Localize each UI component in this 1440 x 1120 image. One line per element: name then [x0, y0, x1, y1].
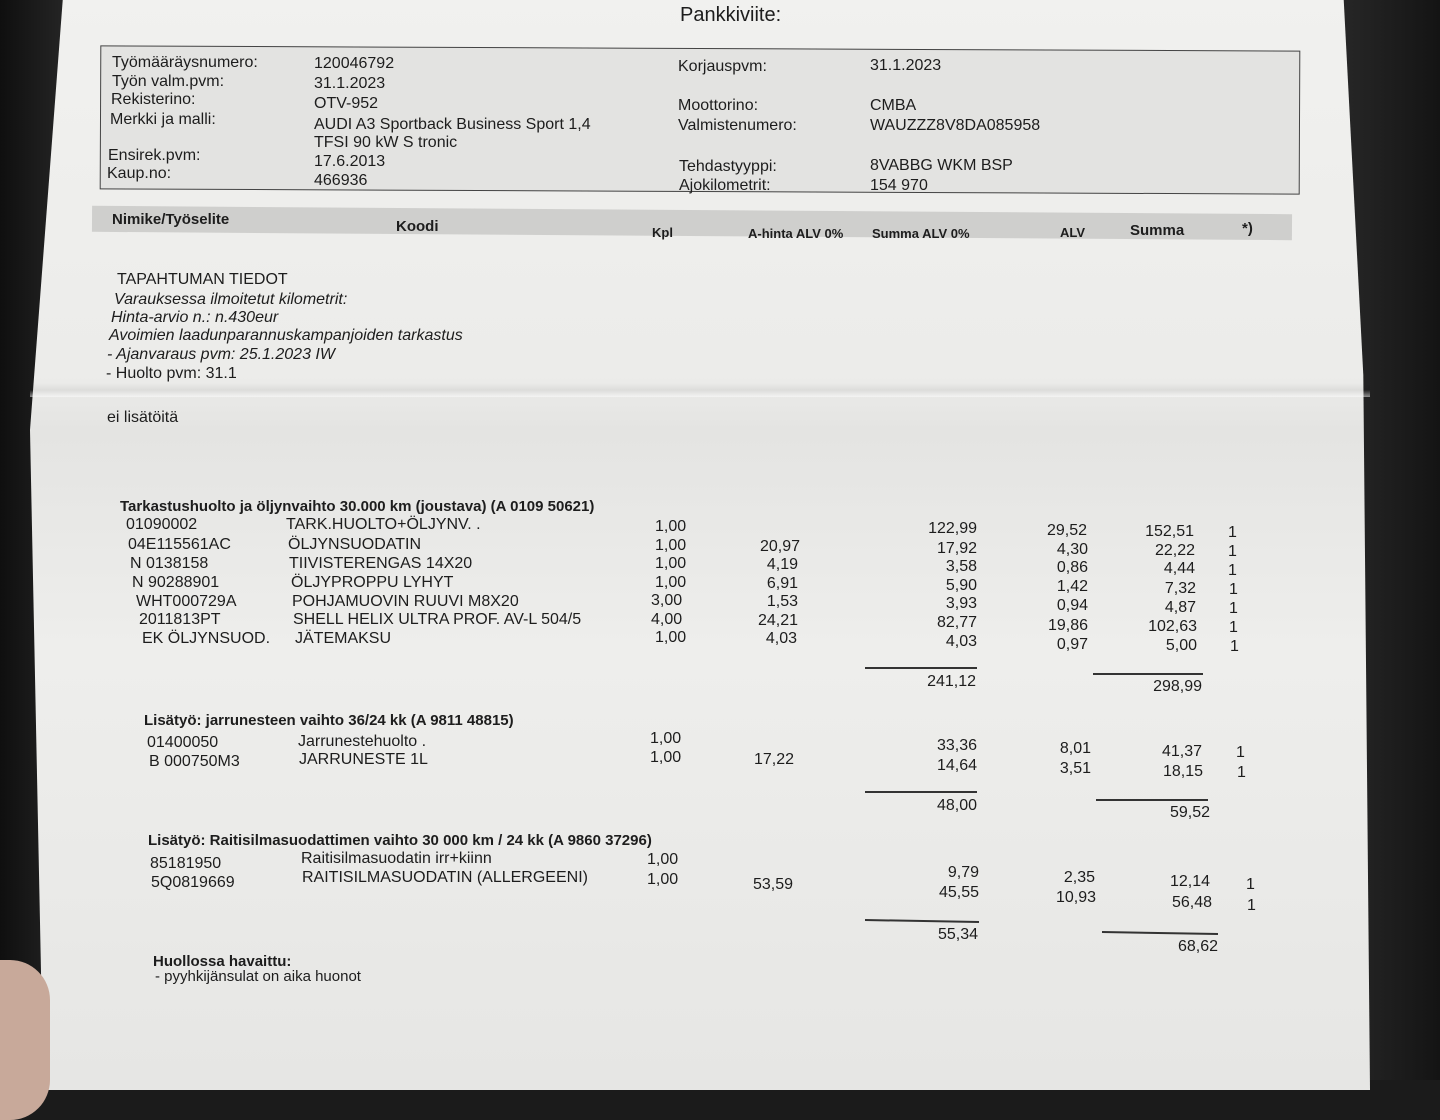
row-kpl: 1,00 — [655, 555, 687, 572]
row-kpl: 1,00 — [647, 871, 679, 888]
section-title-3: Lisätyö: Raitisilmasuodattimen vaihto 30 000 km / 24 kk (A 9860 37296) — [148, 832, 652, 849]
row-ahinta: 20,97 — [759, 538, 800, 555]
label-tehdastyyppi: Tehdastyyppi: — [679, 158, 777, 175]
notes-line1: TAPAHTUMAN TIEDOT — [117, 271, 288, 288]
notes-line2: Varauksessa ilmoitetut kilometrit: — [114, 291, 348, 308]
row-ahinta: 4,19 — [766, 556, 798, 573]
row-kpl: 1,00 — [655, 537, 687, 554]
row-summa0: 122,99 — [928, 520, 977, 537]
row-alv: 0,97 — [1056, 636, 1088, 653]
row-alv: 0,94 — [1056, 597, 1088, 614]
row-alv: 0,86 — [1056, 559, 1088, 576]
row-summa0: 3,58 — [945, 558, 977, 575]
row-code: 01400050 — [147, 734, 219, 751]
row-summa0: 82,77 — [936, 614, 977, 631]
row-desc: TIIVISTERENGAS 14X20 — [289, 555, 473, 572]
row-summa: 7,32 — [1164, 580, 1196, 597]
value-kaup-no: 466936 — [314, 172, 368, 189]
row-summa0: 3,93 — [945, 595, 977, 612]
total-rule — [1093, 673, 1203, 675]
row-summa0: 33,36 — [936, 737, 977, 754]
row-kpl: 1,00 — [650, 730, 682, 747]
total-rule — [1096, 799, 1208, 801]
section-total-alv0-2: 48,00 — [936, 797, 977, 814]
header-nimike: Nimike/Työselite — [112, 211, 230, 228]
notes-line5: - Ajanvaraus pvm: 25.1.2023 IW — [107, 346, 335, 363]
row-desc: POHJAMUOVIN RUUVI M8X20 — [292, 593, 519, 610]
label-merkki-ja-malli: Merkki ja malli: — [110, 111, 216, 128]
header-koodi: Koodi — [396, 218, 439, 235]
section-title-1: Tarkastushuolto ja öljynvaihto 30.000 km (joustava) (A 0109 50621) — [120, 498, 595, 515]
row-kpl: 1,00 — [655, 629, 687, 646]
notes-extra: ei lisätöitä — [107, 409, 179, 426]
document-title: Pankkiviite: — [680, 4, 782, 26]
observed-line1: - pyyhkijänsulat on aika huonot — [155, 968, 361, 985]
row-alv: 4,30 — [1056, 541, 1088, 558]
row-summa: 152,51 — [1145, 523, 1194, 540]
notes-line6: - Huolto pvm: 31.1 — [106, 365, 237, 382]
header-summa: Summa — [1130, 222, 1185, 239]
row-code: N 90288901 — [132, 574, 220, 591]
row-kpl: 3,00 — [651, 592, 683, 609]
row-desc: JARRUNESTE 1L — [299, 751, 428, 768]
row-desc: SHELL HELIX ULTRA PROF. AV-L 504/5 — [293, 611, 582, 628]
row-summa0: 9,79 — [947, 864, 979, 881]
value-tyon-valm-pvm: 31.1.2023 — [314, 75, 386, 92]
section-total-1: 298,99 — [1153, 678, 1202, 695]
value-korjauspvm: 31.1.2023 — [870, 57, 942, 74]
subtotal-rule — [865, 791, 977, 793]
label-ensirek-pvm: Ensirek.pvm: — [108, 147, 201, 164]
row-kpl: 1,00 — [655, 574, 687, 591]
value-moottorino: CMBA — [870, 97, 917, 114]
row-summa: 4,44 — [1163, 560, 1195, 577]
row-code: 85181950 — [150, 855, 222, 872]
row-summa: 102,63 — [1148, 618, 1197, 635]
row-flag: 1 — [1247, 897, 1256, 914]
row-desc: JÄTEMAKSU — [295, 630, 392, 647]
row-desc: ÖLJYPROPPU LYHYT — [291, 574, 454, 591]
row-alv: 2,35 — [1063, 869, 1095, 886]
value-ensirek-pvm: 17.6.2013 — [314, 153, 386, 170]
label-rekisterino: Rekisterino: — [111, 91, 196, 108]
row-ahinta: 24,21 — [757, 612, 798, 629]
row-kpl: 1,00 — [650, 749, 682, 766]
value-rekisterino: OTV-952 — [314, 95, 379, 112]
value-valmistenumero: WAUZZZ8V8DA085958 — [870, 117, 1041, 134]
row-code: 2011813PT — [139, 611, 221, 628]
row-flag: 1 — [1228, 524, 1237, 541]
label-moottorino: Moottorino: — [678, 97, 759, 114]
header-note: *) — [1242, 220, 1253, 237]
subtotal-rule — [865, 667, 977, 669]
observed-title: Huollossa havaittu: — [153, 953, 292, 970]
header-kpl: Kpl — [652, 225, 673, 240]
section-total-2: 59,52 — [1169, 804, 1210, 821]
header-a-hinta: A-hinta ALV 0% — [748, 226, 844, 241]
row-summa: 22,22 — [1154, 542, 1195, 559]
row-ahinta: 53,59 — [752, 876, 793, 893]
row-summa0: 4,03 — [945, 633, 977, 650]
row-code: EK ÖLJYNSUOD. — [142, 630, 271, 647]
row-flag: 1 — [1236, 744, 1245, 761]
value-merkki-ja-malli-1: AUDI A3 Sportback Business Sport 1,4 — [314, 116, 591, 133]
label-tyon-valm-pvm: Työn valm.pvm: — [112, 73, 225, 90]
header-alv: ALV — [1060, 225, 1086, 240]
thumb — [0, 960, 50, 1120]
section-total-alv0-1: 241,12 — [927, 673, 976, 690]
row-alv: 3,51 — [1059, 760, 1091, 777]
header-summa-alv0: Summa ALV 0% — [872, 226, 970, 241]
section-total-alv0-3: 55,34 — [937, 926, 978, 943]
row-flag: 1 — [1228, 562, 1237, 579]
row-flag: 1 — [1229, 600, 1238, 617]
row-summa: 41,37 — [1161, 743, 1202, 760]
value-merkki-ja-malli-2: TFSI 90 kW S tronic — [314, 134, 458, 151]
value-tyomaaraysnumero: 120046792 — [314, 55, 395, 72]
row-desc: ÖLJYNSUODATIN — [288, 536, 422, 553]
row-summa: 12,14 — [1169, 873, 1210, 890]
row-summa0: 45,55 — [938, 884, 979, 901]
row-code: WHT000729A — [136, 593, 237, 610]
row-flag: 1 — [1228, 543, 1237, 560]
value-tehdastyyppi: 8VABBG WKM BSP — [870, 157, 1013, 174]
row-flag: 1 — [1246, 876, 1255, 893]
row-kpl: 1,00 — [655, 518, 687, 535]
row-ahinta: 6,91 — [766, 575, 798, 592]
row-ahinta: 17,22 — [753, 751, 794, 768]
row-code: B 000750M3 — [149, 753, 240, 770]
row-code: N 0138158 — [130, 555, 209, 572]
row-desc: Jarrunestehuolto . — [298, 733, 427, 750]
label-ajokilometrit: Ajokilometrit: — [679, 177, 771, 194]
row-summa: 18,15 — [1162, 763, 1203, 780]
row-kpl: 1,00 — [647, 851, 679, 868]
label-tyomaaraysnumero: Työmääräysnumero: — [112, 54, 258, 71]
row-summa0: 5,90 — [945, 577, 977, 594]
label-kaup-no: Kaup.no: — [107, 165, 172, 182]
row-desc: RAITISILMASUODATIN (ALLERGEENI) — [302, 869, 588, 886]
row-code: 5Q0819669 — [151, 874, 235, 891]
row-code: 04E115561AC — [128, 536, 231, 553]
section-title-2: Lisätyö: jarrunesteen vaihto 36/24 kk (A 9811 48815) — [144, 712, 514, 729]
paper-fold — [30, 383, 1370, 397]
row-flag: 1 — [1230, 638, 1239, 655]
row-desc: Raitisilmasuodatin irr+kiinn — [301, 850, 492, 867]
label-korjauspvm: Korjauspvm: — [678, 58, 767, 75]
row-summa0: 14,64 — [936, 757, 977, 774]
row-alv: 10,93 — [1055, 889, 1096, 906]
notes-line3: Hinta-arvio n.: n.430eur — [111, 309, 279, 326]
row-summa: 56,48 — [1171, 894, 1212, 911]
row-alv: 8,01 — [1059, 740, 1091, 757]
section-total-3: 68,62 — [1177, 938, 1218, 955]
row-ahinta: 4,03 — [765, 630, 797, 647]
row-summa: 5,00 — [1165, 637, 1197, 654]
row-alv: 29,52 — [1046, 522, 1087, 539]
row-kpl: 4,00 — [651, 611, 683, 628]
row-summa0: 17,92 — [936, 540, 977, 557]
row-flag: 1 — [1229, 619, 1238, 636]
row-alv: 19,86 — [1047, 617, 1088, 634]
row-alv: 1,42 — [1056, 578, 1088, 595]
row-code: 01090002 — [126, 516, 198, 533]
row-desc: TARK.HUOLTO+ÖLJYNV. . — [286, 516, 481, 533]
row-flag: 1 — [1237, 764, 1246, 781]
row-summa: 4,87 — [1164, 599, 1196, 616]
row-flag: 1 — [1229, 581, 1238, 598]
label-valmistenumero: Valmistenumero: — [678, 117, 797, 134]
notes-line4: Avoimien laadunparannuskampanjoiden tarkastus — [109, 327, 463, 344]
row-ahinta: 1,53 — [766, 593, 798, 610]
value-ajokilometrit: 154 970 — [870, 177, 928, 194]
